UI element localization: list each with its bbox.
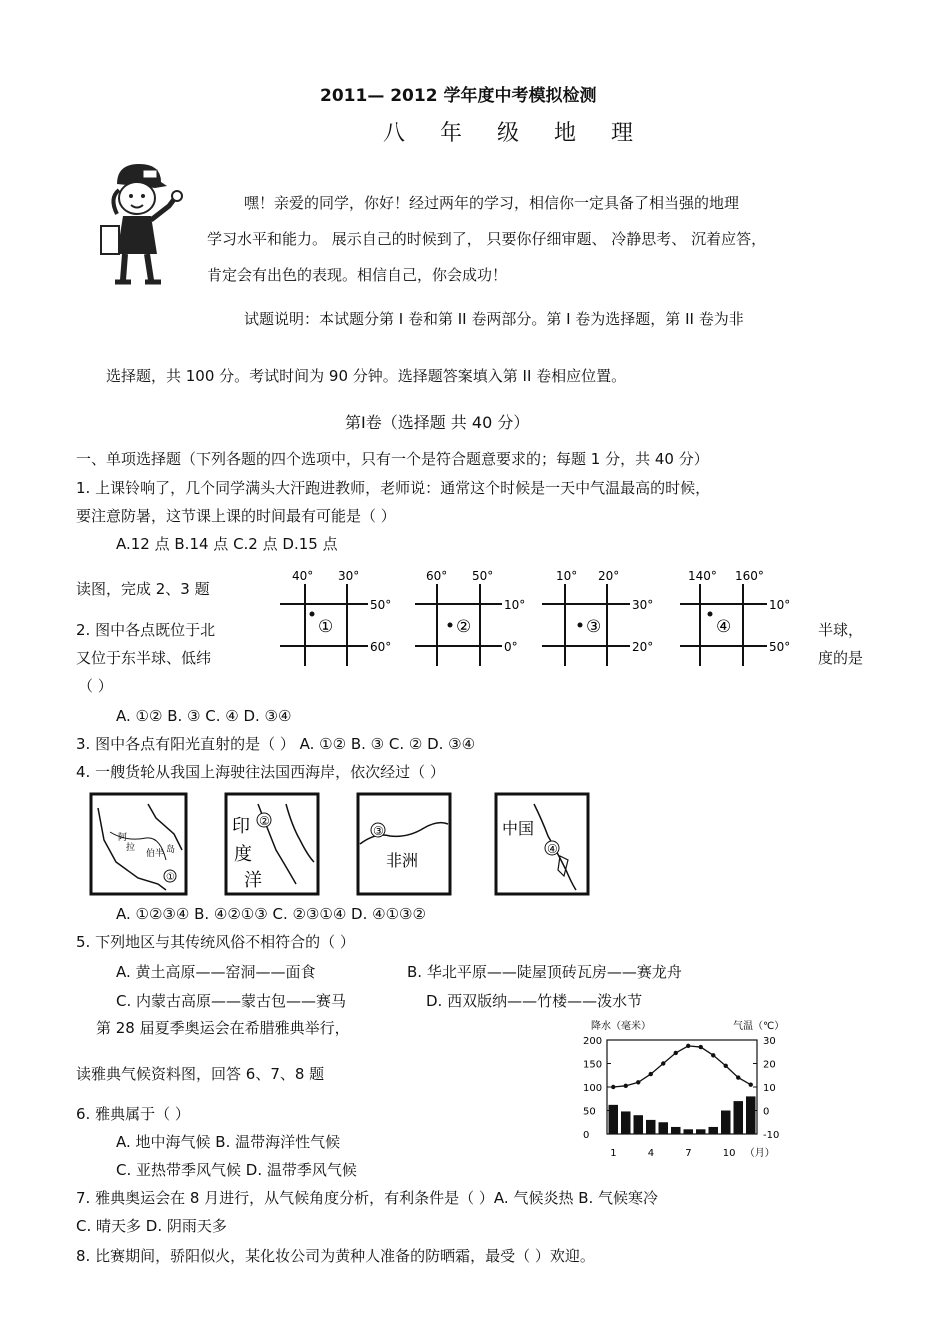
grid-1 bbox=[280, 569, 391, 666]
grid-2-label: ② bbox=[456, 617, 472, 637]
x-tick-label: 4 bbox=[647, 1148, 655, 1159]
x-tick-label: 7 bbox=[685, 1148, 692, 1159]
athens-climate-chart bbox=[565, 1016, 805, 1166]
section-title: 第Ⅰ卷（选择题 共 40 分） bbox=[345, 413, 530, 432]
right-tick-label: 10 bbox=[763, 1083, 776, 1094]
temperature-point bbox=[611, 1085, 615, 1089]
map-2-number: ② bbox=[259, 814, 270, 828]
map-2-text-2: 度 bbox=[234, 844, 252, 865]
grid-2-top-left: 60° bbox=[426, 569, 448, 583]
q3-line: 3. 图中各点有阳光直射的是（ ） A. ①② B. ③ C. ② D. ③④ bbox=[76, 735, 476, 753]
q7-line-1: 7. 雅典奥运会在 8 月进行，从气候角度分析，有利条件是（ ）A. 气候炎热 B. 气候寒冷 bbox=[76, 1189, 659, 1207]
grid-4 bbox=[680, 569, 790, 666]
exam-subtitle: 八 年 级 地 理 bbox=[383, 121, 647, 146]
precip-bar bbox=[659, 1122, 669, 1134]
left-tick-label: 150 bbox=[583, 1059, 603, 1071]
route-maps bbox=[86, 790, 591, 898]
left-tick-label: 0 bbox=[583, 1130, 590, 1141]
precip-bar bbox=[684, 1129, 694, 1134]
precip-bar bbox=[721, 1111, 731, 1135]
grid-1-label: ① bbox=[318, 617, 334, 637]
grid-4-top-right: 160° bbox=[735, 569, 764, 583]
precip-bar bbox=[646, 1120, 656, 1134]
grid-1-right-top: 50° bbox=[370, 598, 392, 612]
precip-bar bbox=[746, 1096, 756, 1134]
x-tick-label: 10 bbox=[722, 1148, 736, 1159]
map-3-text: 非洲 bbox=[386, 851, 419, 870]
map-4-text: 中国 bbox=[502, 819, 535, 838]
grid-4-label: ④ bbox=[716, 617, 732, 637]
q5-line: 5. 下列地区与其传统风俗不相符合的（ ） bbox=[76, 933, 355, 951]
grid-2 bbox=[415, 569, 525, 666]
q6-line: 6. 雅典属于（ ） bbox=[76, 1105, 190, 1123]
map-1-text-2: 拉 bbox=[126, 843, 136, 853]
section-instruction: 一、单项选择题（下列各题的四个选项中，只有一个是符合题意要求的；每题 1 分，共 40 分） bbox=[76, 450, 709, 468]
q2-options: A. ①② B. ③ C. ④ D. ③④ bbox=[116, 707, 292, 725]
q6-options-ab: A. 地中海气候 B. 温带海洋性气候 bbox=[116, 1133, 341, 1151]
temperature-point bbox=[699, 1045, 703, 1049]
q2-line-1: 2. 图中各点既位于北 bbox=[76, 621, 216, 639]
q5-option-b: B. 华北平原——陡屋顶砖瓦房——赛龙舟 bbox=[407, 963, 682, 981]
right-tick-label: -10 bbox=[763, 1130, 780, 1141]
right-tick-label: 0 bbox=[763, 1106, 770, 1118]
temperature-point bbox=[749, 1082, 753, 1086]
q5-option-a: A. 黄土高原——窑洞——面食 bbox=[116, 963, 316, 981]
grid-1-top-right: 30° bbox=[338, 569, 360, 583]
grid-2-right-top: 10° bbox=[504, 598, 526, 612]
map-1-text-1: 阿 bbox=[118, 833, 128, 843]
grid-2-right-bottom: 0° bbox=[504, 640, 518, 654]
temperature-point bbox=[636, 1080, 640, 1084]
chart-right-label: 气温（℃） bbox=[733, 1021, 785, 1032]
grid-3-right-bottom: 20° bbox=[632, 640, 654, 654]
grid-4-right-bottom: 50° bbox=[769, 640, 791, 654]
map-4 bbox=[496, 794, 588, 894]
grid-4-right-top: 10° bbox=[769, 598, 791, 612]
grid-3-right-top: 30° bbox=[632, 598, 654, 612]
map-3 bbox=[358, 794, 450, 894]
map-2 bbox=[226, 794, 318, 894]
q2-line-2-end: 度的是 bbox=[818, 649, 864, 667]
temperature-point bbox=[724, 1064, 728, 1068]
q2-line-2: 又位于东半球、低纬 bbox=[76, 649, 212, 667]
precip-bar bbox=[696, 1129, 706, 1134]
right-tick-label: 20 bbox=[763, 1059, 776, 1071]
precip-bar bbox=[609, 1105, 619, 1134]
map-2-text-1: 印 bbox=[232, 816, 250, 837]
temperature-point bbox=[649, 1072, 653, 1076]
exam-description-2: 选择题，共 100 分。考试时间为 90 分钟。选择题答案填入第 II 卷相应位置。 bbox=[106, 367, 627, 385]
q5-option-c: C. 内蒙古高原——蒙古包——赛马 bbox=[116, 992, 347, 1010]
precip-bar bbox=[671, 1127, 681, 1134]
precip-bar bbox=[734, 1101, 744, 1134]
grid-1-top-left: 40° bbox=[292, 569, 314, 583]
map-1 bbox=[91, 794, 186, 894]
grid-3-label: ③ bbox=[586, 617, 602, 637]
intro-line-1: 嘿！亲爱的同学，你好！经过两年的学习，相信你一定具备了相当强的地理 bbox=[244, 194, 740, 212]
grid-1-right-bottom: 60° bbox=[370, 640, 392, 654]
precip-bar bbox=[621, 1111, 631, 1134]
map-1-number: ① bbox=[166, 872, 175, 883]
temperature-point bbox=[661, 1061, 665, 1065]
chart-left-label: 降水（毫米） bbox=[591, 1021, 651, 1032]
intro-line-3: 肯定会有出色的表现。相信自己，你会成功！ bbox=[207, 266, 508, 284]
map-3-number: ③ bbox=[373, 824, 384, 838]
grid-3-top-left: 10° bbox=[556, 569, 578, 583]
q4-line: 4. 一艘货轮从我国上海驶往法国西海岸，依次经过（ ） bbox=[76, 763, 445, 781]
x-tick-label: 1 bbox=[610, 1148, 617, 1159]
q1-line-1: 1. 上课铃响了，几个同学满头大汗跑进教师，老师说：通常这个时候是一天中气温最高的时候， bbox=[76, 479, 711, 497]
precip-bar bbox=[709, 1127, 719, 1134]
grid-3 bbox=[542, 569, 653, 666]
temperature-point bbox=[711, 1053, 715, 1057]
q4-options: A. ①②③④ B. ④②①③ C. ②③①④ D. ④①③② bbox=[116, 905, 426, 923]
exam-description-1: 试题说明：本试题分第 I 卷和第 II 卷两部分。第 I 卷为选择题，第 II 卷为非 bbox=[244, 310, 744, 328]
left-tick-label: 200 bbox=[583, 1036, 603, 1047]
q8-line: 8. 比赛期间，骄阳似火，某化妆公司为黄种人准备的防晒霜，最受（ ）欢迎。 bbox=[76, 1247, 595, 1265]
temperature-point bbox=[624, 1084, 628, 1088]
x-tick-label: （月） bbox=[744, 1148, 775, 1159]
grid-2-top-right: 50° bbox=[472, 569, 494, 583]
map-2-text-3: 洋 bbox=[244, 870, 262, 891]
right-tick-label: 30 bbox=[763, 1036, 776, 1047]
exam-title: 2011— 2012 学年度中考模拟检测 bbox=[320, 86, 597, 106]
q2-line-3: （ ） bbox=[78, 677, 113, 695]
left-tick-label: 100 bbox=[583, 1083, 603, 1094]
grid-3-top-right: 20° bbox=[598, 569, 620, 583]
q7-line-2: C. 晴天多 D. 阴雨天多 bbox=[76, 1217, 227, 1235]
q2-line-1-end: 半球， bbox=[818, 621, 864, 639]
lat-long-grids bbox=[270, 562, 810, 672]
temperature-point bbox=[736, 1075, 740, 1079]
q6-options-cd: C. 亚热带季风气候 D. 温带季风气候 bbox=[116, 1161, 357, 1179]
q6-intro-2: 读雅典气候资料图，回答 6、7、8 题 bbox=[76, 1065, 325, 1083]
map-1-text-4: 岛 bbox=[166, 845, 176, 855]
student-cartoon-icon bbox=[95, 158, 187, 290]
q2-read-prompt: 读图，完成 2、3 题 bbox=[76, 580, 210, 598]
precip-bar bbox=[634, 1115, 644, 1134]
q6-intro-1: 第 28 届夏季奥运会在希腊雅典举行， bbox=[96, 1019, 350, 1037]
q5-option-d: D. 西双版纳——竹楼——泼水节 bbox=[426, 992, 643, 1010]
map-1-text-3: 伯半 bbox=[146, 849, 165, 859]
q1-line-2: 要注意防暑，这节课上课的时间最有可能是（ ） bbox=[76, 507, 396, 525]
temperature-point bbox=[686, 1044, 690, 1048]
temperature-line bbox=[613, 1046, 751, 1087]
temperature-point bbox=[674, 1051, 678, 1055]
grid-4-top-left: 140° bbox=[688, 569, 717, 583]
intro-line-2: 学习水平和能力。 展示自己的时候到了， 只要你仔细审题、 冷静思考、 沉着应答， bbox=[207, 230, 767, 248]
left-tick-label: 50 bbox=[583, 1106, 596, 1118]
q1-options: A.12 点 B.14 点 C.2 点 D.15 点 bbox=[116, 535, 338, 553]
map-4-number: ④ bbox=[547, 842, 558, 856]
